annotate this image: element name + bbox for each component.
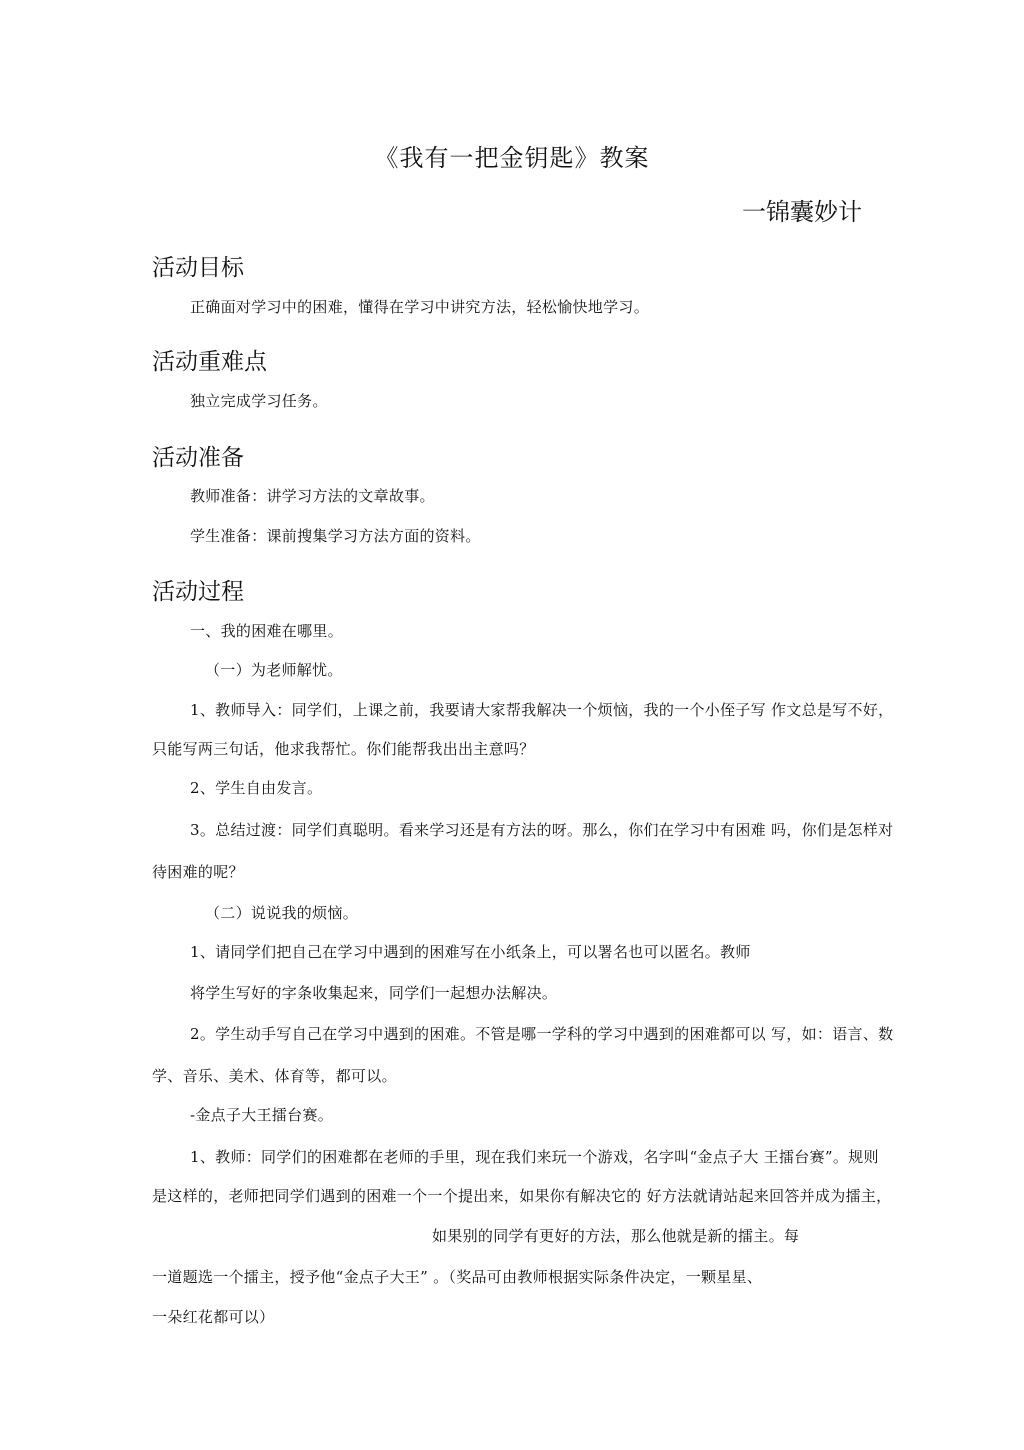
section-heading-process: 活动过程 <box>152 579 244 605</box>
document-title: 《我有一把金钥匙》教案 <box>374 144 650 172</box>
process-part2-item1-line2: 是这样的，老师把同学们遇到的困难一个一个提出来，如果你有解决它的 好方法就请站起来回答并成为擂主， <box>152 1187 892 1205</box>
process-sub2-title: （二）说说我的烦恼。 <box>205 904 359 922</box>
goals-text: 正确面对学习中的困难，懂得在学习中讲究方法，轻松愉快地学习。 <box>190 298 650 316</box>
section-heading-key-points: 活动重难点 <box>152 349 267 375</box>
process-part2-item1-line4: 一道题选一个擂主，授予他“金点子大王” 。（奖品可由教师根据实际条件决定，一颗星星、 <box>152 1268 763 1286</box>
document-subtitle: 一锦囊妙计 <box>742 198 862 226</box>
process-sub1-title: （一）为老师解忧。 <box>205 661 343 679</box>
preparation-student: 学生准备：课前搜集学习方法方面的资料。 <box>190 527 481 545</box>
process-sub2-item1-line1: 1、请同学们把自己在学习中遇到的困难写在小纸条上，可以署名也可以匿名。教师 <box>190 943 751 961</box>
process-part2-title: -金点子大王擂台赛。 <box>190 1106 334 1124</box>
process-sub1-item3-line2: 待困难的呢？ <box>152 863 244 881</box>
process-sub2-item2-line1: 2。学生动手写自己在学习中遇到的困难。不管是哪一学科的学习中遇到的困难都可以 写，如：语言、数 <box>190 1025 894 1043</box>
section-heading-goals: 活动目标 <box>152 255 244 281</box>
process-part1-title: 一、我的困难在哪里。 <box>190 622 344 640</box>
process-part2-item1-line5: 一朵红花都可以） <box>152 1308 275 1326</box>
process-sub1-item3-line1: 3。总结过渡：同学们真聪明。看来学习还是有方法的呀。那么，你们在学习中有困难 吗，你们是怎样对 <box>190 821 894 839</box>
section-heading-preparation: 活动准备 <box>152 445 244 471</box>
preparation-teacher: 教师准备：讲学习方法的文章故事。 <box>190 487 435 505</box>
process-part2-item1-line1: 1、教师：同学们的困难都在老师的手里，现在我们来玩一个游戏，名字叫“金点子大 王擂台赛”。规则 <box>190 1148 879 1166</box>
process-part2-item1-line3: 如果别的同学有更好的方法，那么他就是新的擂主。每 <box>432 1227 800 1245</box>
process-sub1-item2: 2、学生自由发言。 <box>190 779 323 797</box>
process-sub1-item1-line2: 只能写两三句话，他求我帮忙。你们能帮我出出主意吗？ <box>152 740 535 758</box>
process-sub2-item1-line2: 将学生写好的字条收集起来，同学们一起想办法解决。 <box>190 984 558 1002</box>
key-points-text: 独立完成学习任务。 <box>190 392 328 410</box>
process-sub2-item2-line2: 学、音乐、美术、体育等，都可以。 <box>152 1067 397 1085</box>
process-sub1-item1-line1: 1、教师导入：同学们，上课之前，我要请大家帮我解决一个烦恼，我的一个小侄子写 作文总是写不好， <box>190 701 894 719</box>
